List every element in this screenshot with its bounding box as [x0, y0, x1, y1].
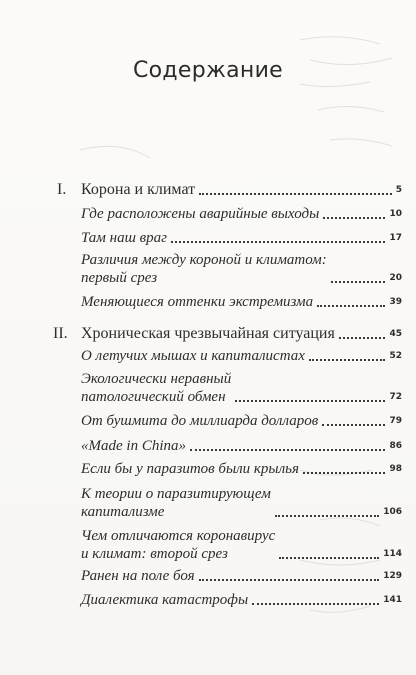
toc-chapter	[81, 591, 402, 609]
page-number: 5	[395, 185, 402, 195]
page-number: 86	[389, 441, 402, 451]
part-number: II.	[53, 325, 68, 342]
chapter-title-line: капитализме	[81, 504, 165, 520]
page-number: 129	[383, 571, 402, 581]
page-number: 52	[389, 351, 402, 361]
leader-dots	[339, 337, 386, 339]
toc-chapter	[81, 293, 402, 311]
page-number: 45	[389, 329, 402, 339]
page-number: 39	[389, 297, 402, 307]
leader-dots	[199, 579, 380, 581]
leader-dots	[331, 281, 386, 283]
chapter-title-line: патологический обмен	[81, 389, 226, 405]
chapter-title: От бушмита до миллиарда долларов	[81, 413, 319, 429]
leader-dots	[303, 472, 386, 474]
leader-dots	[279, 557, 379, 559]
leader-dots	[322, 424, 385, 426]
toc-chapter	[81, 527, 402, 563]
chapter-title-line: и климат: второй срез	[81, 546, 228, 562]
leader-dots	[275, 515, 379, 517]
toc-chapter	[81, 229, 402, 247]
leader-dots	[323, 217, 385, 219]
chapter-title-line: Чем отличаются коронавирус	[81, 528, 276, 544]
page-title: Содержание	[132, 58, 284, 83]
toc-chapter	[81, 485, 402, 521]
page-number: 98	[389, 464, 402, 474]
toc-chapter	[81, 205, 402, 223]
toc-chapter	[81, 370, 402, 406]
leader-dots	[309, 359, 386, 361]
chapter-title	[81, 527, 275, 563]
leader-dots	[171, 241, 385, 243]
toc-chapter	[81, 347, 402, 365]
chapter-title: Ранен на поле боя	[81, 568, 195, 584]
leader-dots	[235, 400, 385, 402]
chapter-title	[81, 485, 271, 521]
page-number: 114	[383, 549, 402, 559]
page-number: 10	[389, 209, 402, 219]
chapter-title: Где расположены аварийные выходы	[81, 206, 320, 222]
page-number: 17	[389, 233, 402, 243]
page-number: 141	[383, 595, 402, 605]
toc-chapter	[81, 251, 402, 287]
chapter-title: «Made in China»	[81, 438, 186, 454]
page-number: 20	[389, 273, 402, 283]
leader-dots	[252, 603, 379, 605]
page-number: 106	[383, 507, 402, 517]
toc-part-2	[53, 325, 402, 343]
chapter-title: Меняющиеся оттенки экстремизма	[81, 294, 314, 310]
chapter-title-line: Экологически неравный	[81, 371, 232, 387]
leader-dots	[190, 449, 385, 451]
leader-dots	[317, 305, 385, 307]
toc-chapter	[81, 567, 402, 585]
chapter-title: Там наш враг	[81, 230, 168, 246]
toc-chapter	[81, 437, 402, 455]
page-number: 72	[389, 392, 402, 402]
chapter-title-line: первый срез	[81, 270, 158, 286]
page-number: 79	[389, 416, 402, 426]
chapter-title: О летучих мышах и капиталистах	[81, 348, 305, 364]
toc-part-1	[57, 181, 402, 199]
chapter-title	[81, 251, 327, 287]
chapter-title-line: Различия между короной и климатом:	[81, 252, 327, 268]
leader-dots	[199, 193, 392, 195]
chapter-title-line: К теории о паразитирующем	[81, 486, 271, 502]
toc-chapter	[81, 460, 402, 478]
chapter-title: Если бы у паразитов были крылья	[81, 461, 299, 477]
part-title: Хроническая чрезвычайная ситуация	[81, 325, 335, 342]
part-number: I.	[57, 181, 67, 198]
toc-chapter	[81, 412, 402, 430]
chapter-title	[81, 370, 231, 406]
part-title: Корона и климат	[81, 181, 196, 198]
chapter-title: Диалектика катастрофы	[81, 592, 249, 608]
